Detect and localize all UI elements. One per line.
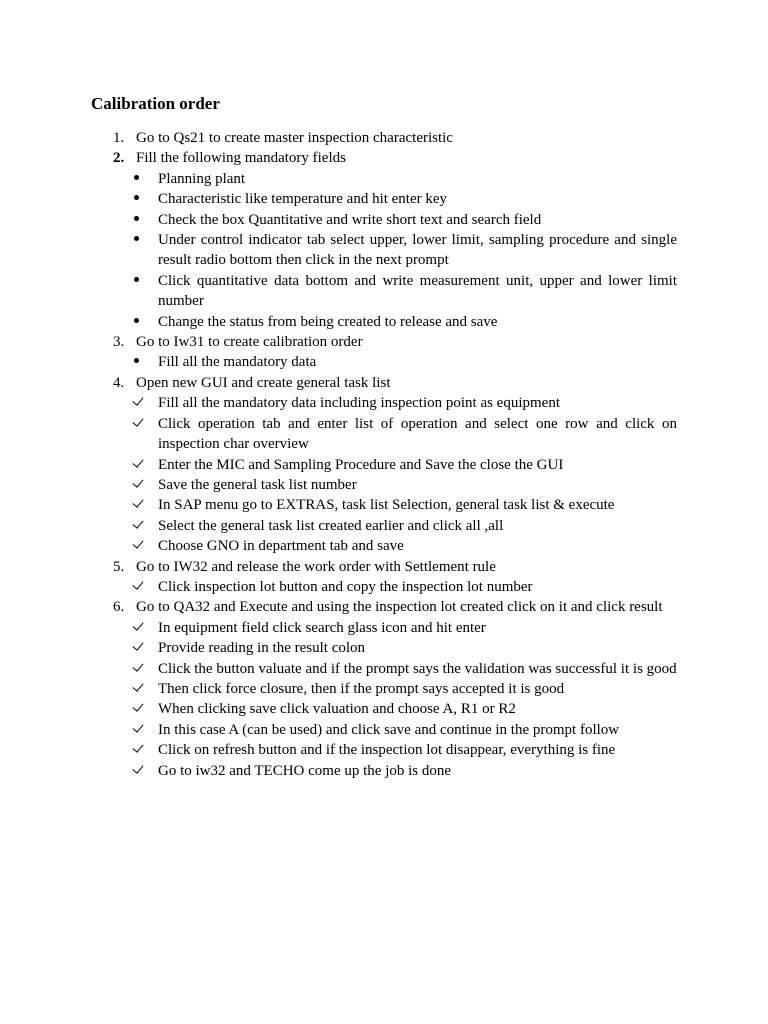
- checkmark-icon: [134, 414, 148, 434]
- sub-item: [0, 169, 677, 189]
- sub-item-text: Check the box Quantitative and write short text and search field: [158, 211, 542, 228]
- checkmark-icon: [134, 679, 148, 699]
- step-text: Go to Qs21 to create master inspection characteristic: [136, 130, 453, 146]
- sub-item-text: In equipment field click search glass icon and hit enter: [158, 619, 486, 636]
- checkmark-icon: [134, 618, 148, 638]
- checkmark-icon: [134, 475, 148, 495]
- step-text: Go to Iw31 to create calibration order: [136, 334, 363, 351]
- sub-item: [0, 271, 677, 312]
- step-item: [0, 332, 677, 352]
- sub-item: [0, 699, 677, 719]
- sub-item-text: Fill all the mandatory data including inspection point as equipment: [158, 395, 561, 412]
- step-text: Fill the following mandatory fields: [136, 150, 346, 167]
- sub-item: [0, 740, 677, 760]
- sub-item-text: Click on refresh button and if the inspection lot disappear, everything is fine: [158, 742, 616, 759]
- step-text: Go to QA32 and Execute and using the inspection lot created click on it and click result: [136, 599, 663, 616]
- step-item: [0, 128, 677, 148]
- step-number: 3.: [113, 334, 125, 351]
- step-number: 4.: [113, 374, 125, 391]
- checkmark-icon: [134, 720, 148, 740]
- bullet-icon: [134, 169, 148, 189]
- sub-item-text: Planning plant: [158, 170, 246, 187]
- checkmark-icon: [134, 740, 148, 760]
- step-item: [0, 557, 677, 577]
- sub-item: [0, 536, 677, 556]
- sub-item: [0, 475, 677, 495]
- step-number: 5.: [113, 558, 125, 575]
- sub-item-text: Provide reading in the result colon: [158, 640, 366, 657]
- sub-item: [0, 352, 677, 372]
- step-text: Open new GUI and create general task list: [136, 374, 391, 391]
- checkmark-icon: [134, 516, 148, 536]
- sub-item-text: Enter the MIC and Sampling Procedure and Save the close the GUI: [158, 456, 564, 473]
- checkmark-icon: [134, 638, 148, 658]
- step-number: 1.: [113, 130, 125, 146]
- sub-item-text: Then click force closure, then if the prompt says accepted it is good: [158, 680, 565, 697]
- sub-item-text: Go to iw32 and TECHO come up the job is done: [158, 762, 452, 779]
- sub-item: [0, 189, 677, 209]
- step-item: [0, 597, 677, 617]
- sub-item-text: Click inspection lot button and copy the inspection lot number: [158, 578, 533, 595]
- checkmark-icon: [134, 577, 148, 597]
- sub-item-text: In this case A (can be used) and click save and continue in the prompt follow: [158, 721, 620, 738]
- sub-item: [0, 618, 677, 638]
- sub-item-text: Choose GNO in department tab and save: [158, 538, 404, 555]
- checkmark-icon: [134, 699, 148, 719]
- checkmark-icon: [134, 761, 148, 781]
- sub-item-text: Click the button valuate and if the prompt says the validation was successful it is good: [158, 660, 677, 677]
- sub-item: [0, 455, 677, 475]
- bullet-icon: [134, 189, 148, 209]
- bullet-icon: [134, 230, 148, 250]
- sub-item-text: Characteristic like temperature and hit enter key: [158, 191, 448, 208]
- step-item: [0, 148, 677, 168]
- page-title: Calibration order: [91, 94, 220, 113]
- sub-item-text: Change the status from being created to release and save: [158, 313, 498, 330]
- bullet-icon: [134, 312, 148, 332]
- bullet-icon: [134, 352, 148, 372]
- sub-item-text: Select the general task list created earlier and click all ,all: [158, 517, 504, 534]
- step-text: Go to IW32 and release the work order with Settlement rule: [136, 558, 496, 575]
- sub-item-text: Fill all the mandatory data: [158, 354, 317, 371]
- sub-item: [0, 679, 677, 699]
- sub-item: [0, 761, 677, 781]
- instruction-list: [0, 128, 768, 781]
- sub-item: [0, 414, 677, 455]
- sub-item: [0, 495, 677, 515]
- checkmark-icon: [134, 495, 148, 515]
- step-item: [0, 373, 677, 393]
- sub-item: [0, 393, 677, 413]
- sub-item: [0, 659, 677, 679]
- sub-item: [0, 577, 677, 597]
- sub-item-text: Save the general task list number: [158, 476, 357, 493]
- checkmark-icon: [134, 393, 148, 413]
- bullet-icon: [134, 271, 148, 291]
- sub-item-text: Under control indicator tab select upper, lower limit, sampling procedure and single result radio bottom then click in the next prompt: [158, 232, 677, 269]
- checkmark-icon: [134, 455, 148, 475]
- checkmark-icon: [134, 659, 148, 679]
- step-number: 6.: [113, 599, 125, 616]
- sub-item: [0, 230, 677, 271]
- bullet-icon: [134, 210, 148, 230]
- sub-item: [0, 312, 677, 332]
- sub-item: [0, 210, 677, 230]
- sub-item: [0, 720, 677, 740]
- sub-item-text: Click quantitative data bottom and write measurement unit, upper and lower limit number: [158, 272, 677, 310]
- checkmark-icon: [134, 536, 148, 556]
- step-number: 2.: [113, 150, 125, 167]
- sub-item-text: When clicking save click valuation and choose A, R1 or R2: [158, 701, 516, 718]
- sub-item-text: Click operation tab and enter list of operation and select one row and click on inspection char overview: [158, 415, 677, 453]
- sub-item-text: In SAP menu go to EXTRAS, task list Selection, general task list & execute: [158, 497, 615, 514]
- sub-item: [0, 638, 677, 658]
- sub-item: [0, 516, 677, 536]
